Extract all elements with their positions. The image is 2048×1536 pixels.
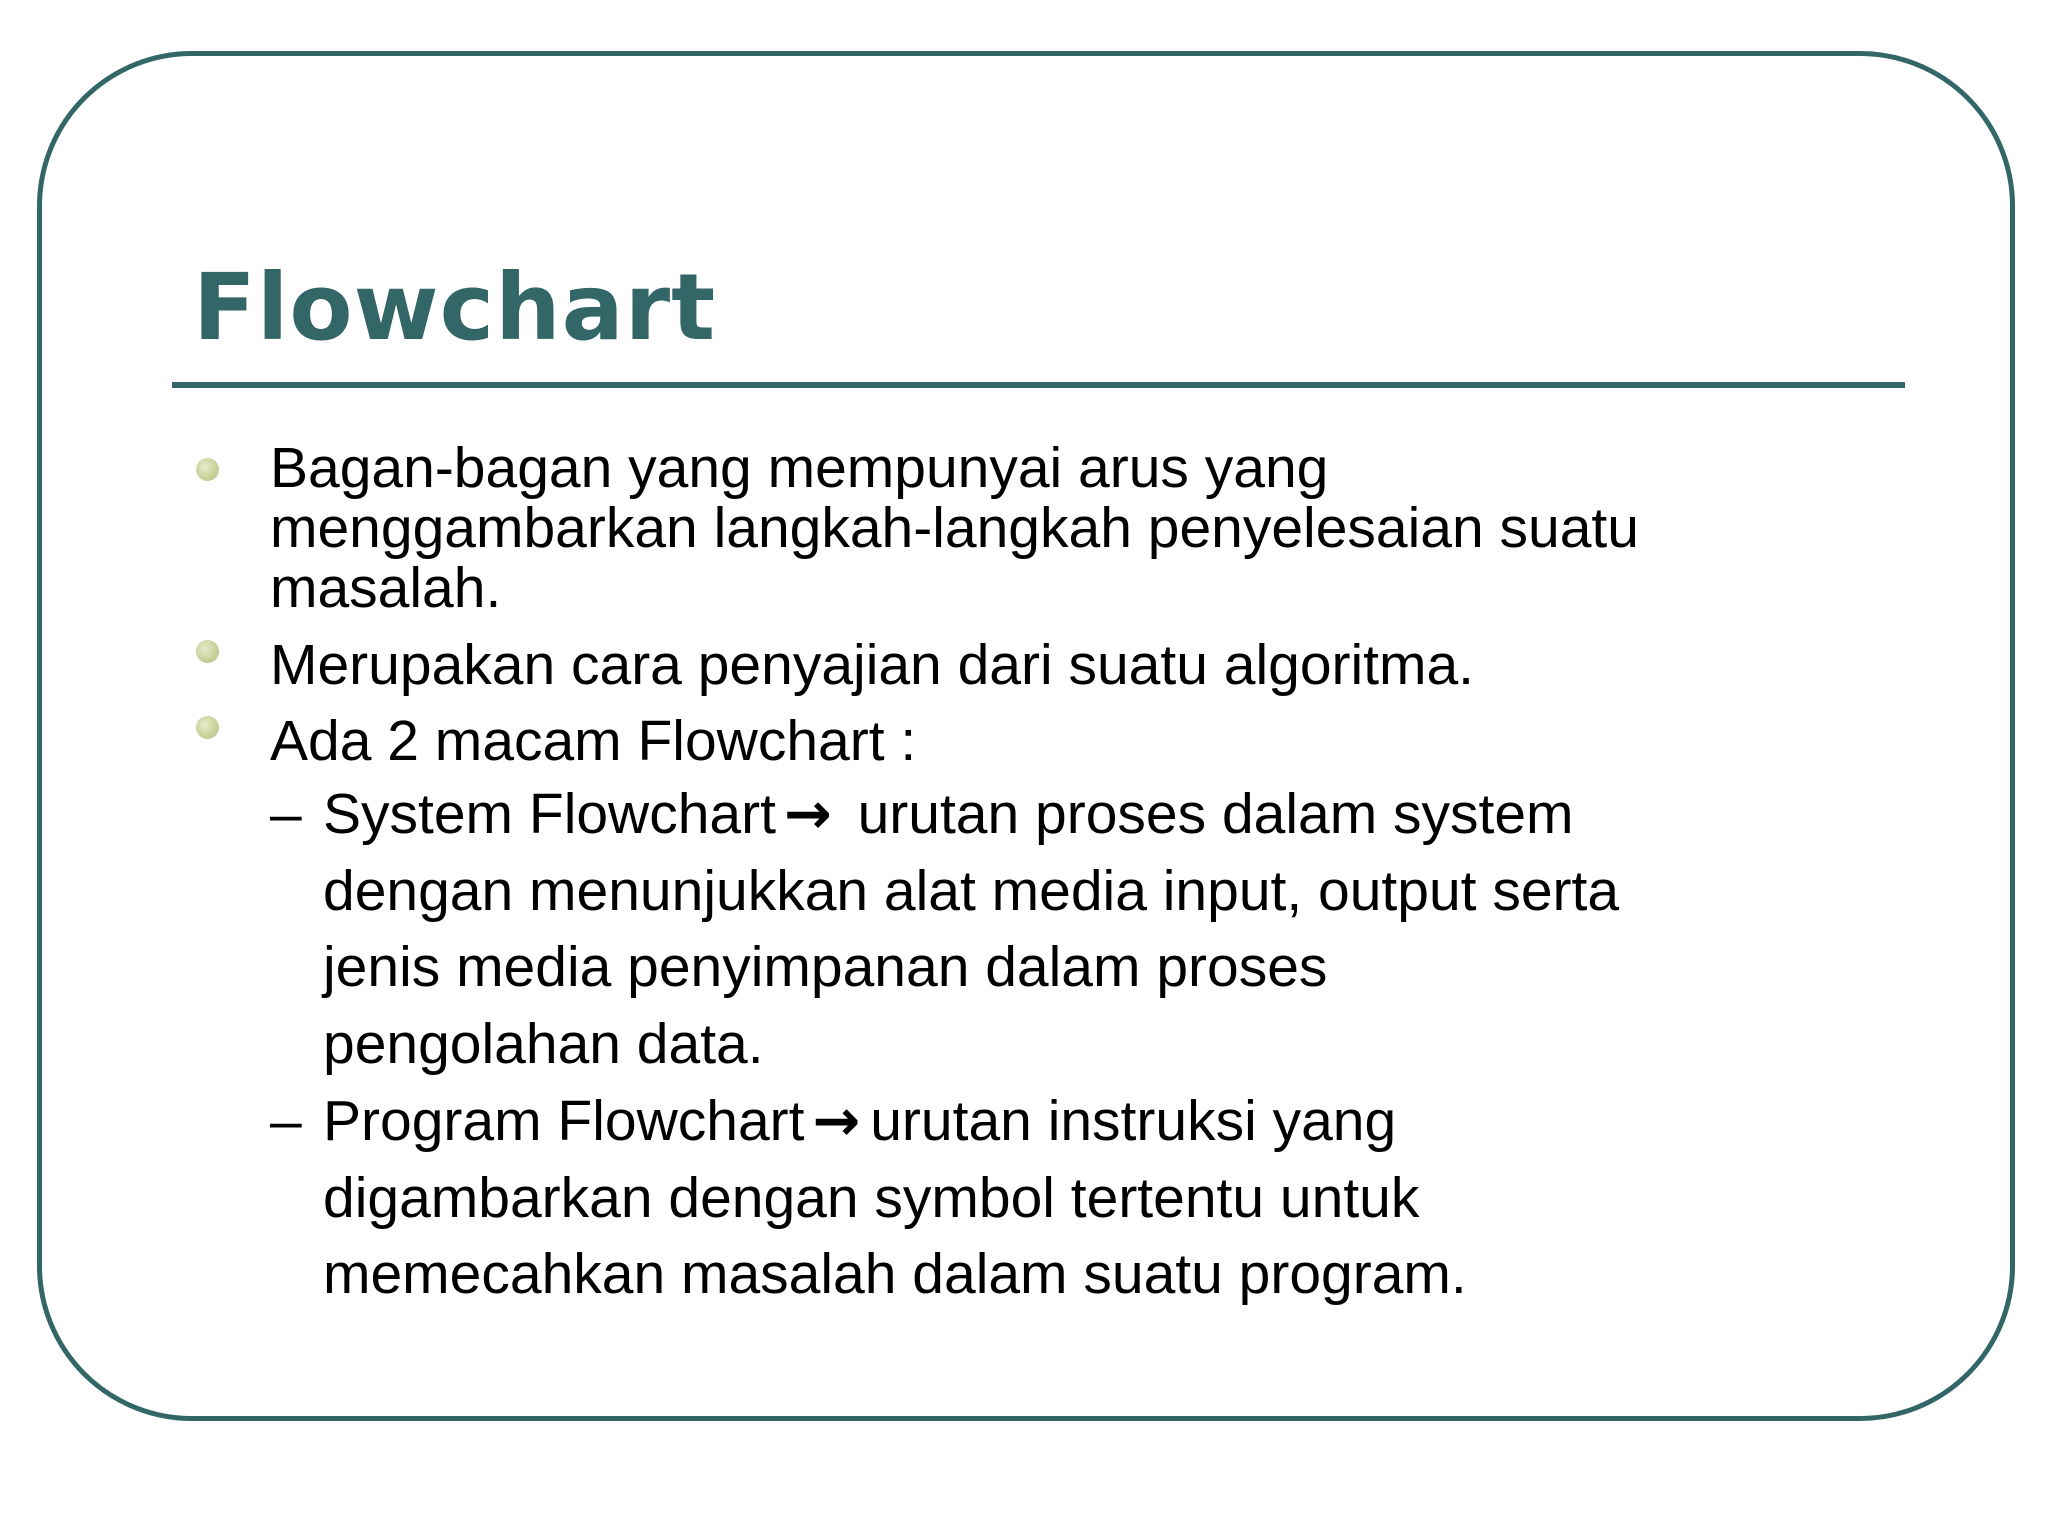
sub-bullet-text bbox=[323, 776, 1883, 1082]
arrow-right-icon: → bbox=[812, 1088, 861, 1154]
bullet-line: menggambarkan langkah-langkah penyelesaian suatu bbox=[270, 496, 1639, 560]
slide-title: Flowchart bbox=[193, 254, 717, 361]
sub-bullet-term: System Flowchart bbox=[323, 782, 776, 846]
bullet-dot-icon bbox=[196, 458, 219, 481]
sub-bullet-line: jenis media penyimpanan dalam proses bbox=[323, 935, 1328, 999]
sub-bullet-line: digambarkan dengan symbol tertentu untuk bbox=[323, 1165, 1420, 1230]
title-underline bbox=[172, 382, 1905, 388]
arrow-right-icon: → bbox=[783, 781, 832, 847]
bullet-dot-icon bbox=[196, 640, 219, 663]
bullet-line: masalah. bbox=[270, 556, 502, 620]
bullet-line: Bagan-bagan yang mempunyai arus yang bbox=[270, 436, 1329, 500]
sub-bullet-text bbox=[323, 1083, 1883, 1313]
dash-marker: – bbox=[270, 782, 302, 846]
dash-marker: – bbox=[270, 1089, 302, 1153]
sub-bullet-line: dengan menunjukkan alat media input, output serta bbox=[323, 858, 1620, 923]
sub-bullet-line: memecahkan masalah dalam suatu program. bbox=[323, 1242, 1467, 1306]
sub-bullet-term: Program Flowchart bbox=[323, 1089, 805, 1153]
bullet-dot-icon bbox=[196, 716, 219, 739]
sub-bullet-line: pengolahan data. bbox=[323, 1011, 764, 1076]
bullet-text: Merupakan cara penyajian dari suatu algoritma. bbox=[270, 633, 1475, 697]
bullet-text: Ada 2 macam Flowchart : bbox=[270, 709, 917, 773]
sub-bullet-line: urutan instruksi yang bbox=[870, 1089, 1397, 1153]
sub-bullet-line: urutan proses dalam system bbox=[857, 782, 1574, 846]
bullet-text bbox=[270, 438, 1830, 618]
